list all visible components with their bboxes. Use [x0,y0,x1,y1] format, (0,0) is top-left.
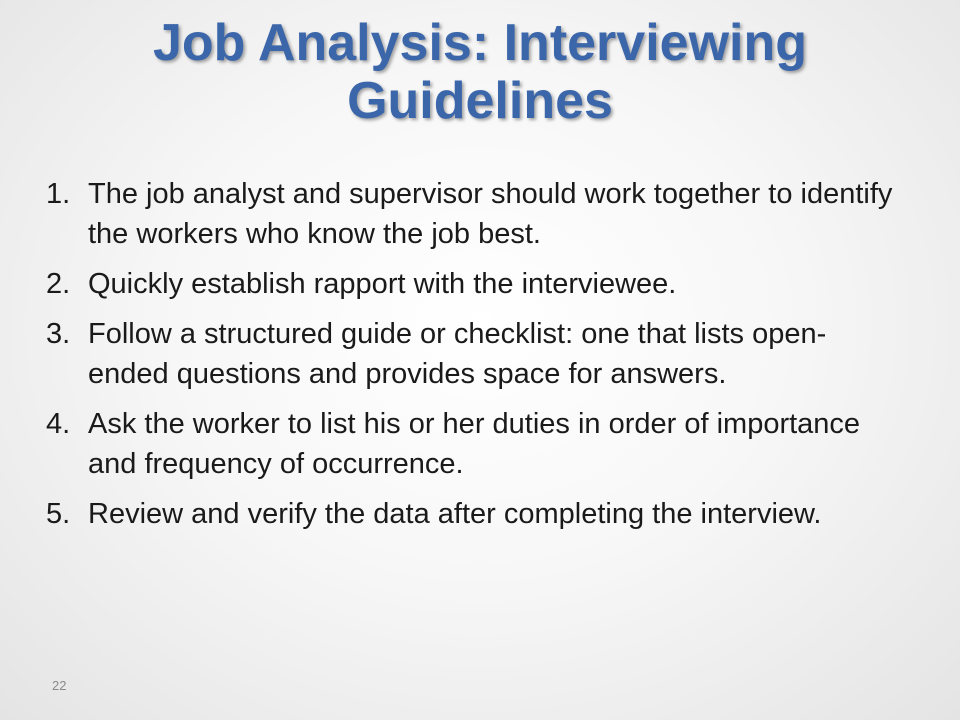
slide-title: Job Analysis: Interviewing Guidelines [152,14,807,130]
list-item-text: Review and verify the data after completing the interview. [88,498,822,530]
list-item [46,314,906,394]
list-item-text: Follow a structured guide or checklist: one that lists open-ended questions and provides space for answers. [88,318,827,390]
list-item-text: Ask the worker to list his or her duties in order of importance and frequency of occurrence. [88,408,861,480]
list-item-number: 3. [46,318,71,350]
list-item [46,494,906,534]
guidelines-list [46,174,906,544]
list-item-text: The job analyst and supervisor should work together to identify the workers who know the job best. [88,178,893,250]
list-item-number: 1. [46,178,71,210]
list-item-number: 4. [46,408,71,440]
page-number: 22 [52,678,67,693]
list-item [46,174,906,254]
list-item-number: 2. [46,268,71,300]
list-item-text: Quickly establish rapport with the interviewee. [88,268,677,300]
list-item-number: 5. [46,498,71,530]
list-item [46,404,906,484]
list-item [46,264,906,304]
